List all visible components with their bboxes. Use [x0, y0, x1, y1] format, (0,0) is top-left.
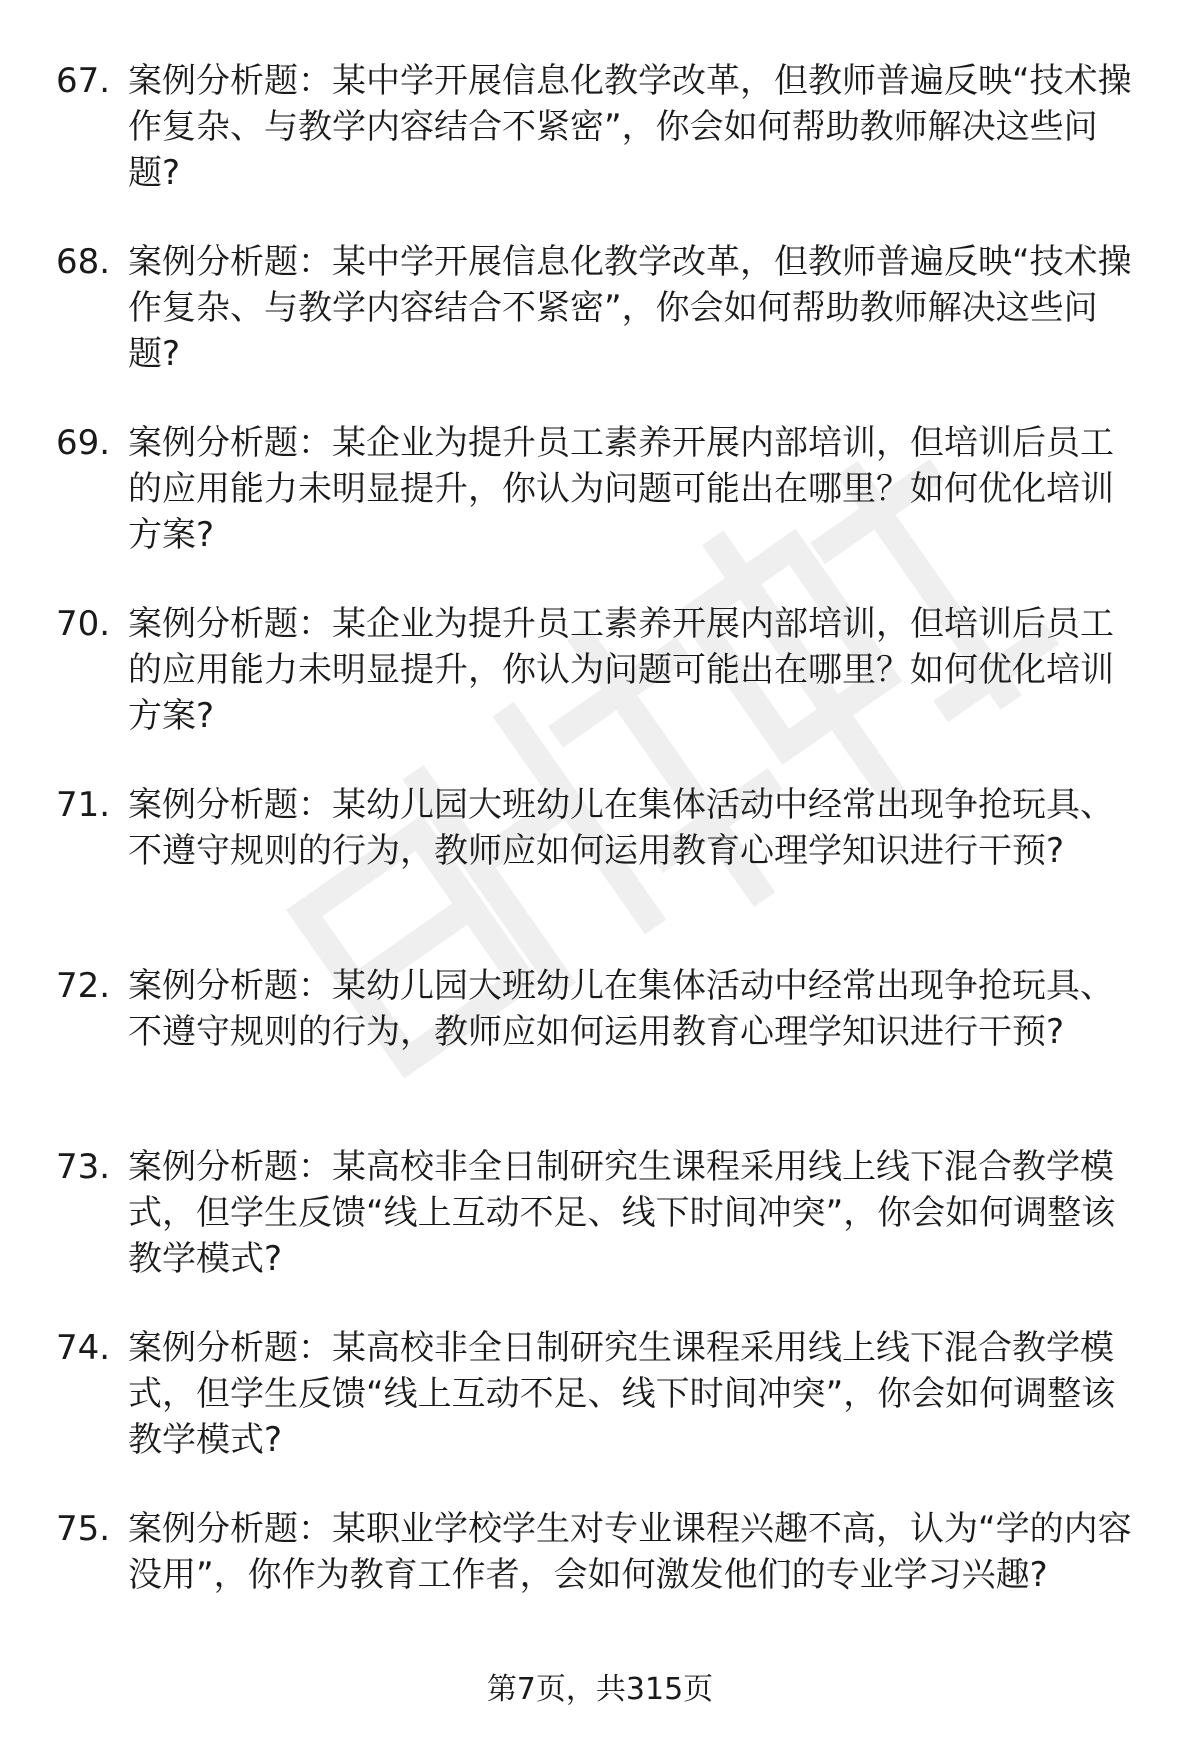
question-text: 案例分析题：某企业为提升员工素养开展内部培训，但培训后员工的应用能力未明显提升，你认为问题可能出在哪里？如何优化培训方案? — [128, 423, 1114, 555]
question-number: 70. — [56, 604, 111, 644]
question-text: 案例分析题：某高校非全日制研究生课程采用线上线下混合教学模式，但学生反馈“线上互动不足、线下时间冲突”，你会如何调整该教学模式? — [128, 1147, 1116, 1279]
question-item — [0, 420, 1200, 601]
question-item — [0, 963, 1200, 1144]
question-number: 71. — [56, 785, 111, 825]
question-item — [0, 239, 1200, 420]
question-list-container — [0, 58, 1200, 1687]
question-item — [0, 1325, 1200, 1506]
question-number: 68. — [56, 242, 111, 282]
question-text: 案例分析题：某中学开展信息化教学改革，但教师普遍反映“技术操作复杂、与教学内容结合不紧密”，你会如何帮助教师解决这些问题? — [128, 242, 1132, 374]
question-item — [0, 1506, 1200, 1687]
question-text: 案例分析题：某幼儿园大班幼儿在集体活动中经常出现争抢玩具、不遵守规则的行为，教师应如何运用教育心理学知识进行干预? — [128, 785, 1114, 871]
question-item — [0, 601, 1200, 782]
question-item — [0, 58, 1200, 239]
question-list — [0, 58, 1200, 1687]
question-number: 73. — [56, 1147, 111, 1187]
page-number-label: 第7页，共315页 — [486, 1672, 714, 1707]
question-text: 案例分析题：某企业为提升员工素养开展内部培训，但培训后员工的应用能力未明显提升，你认为问题可能出在哪里？如何优化培训方案? — [128, 604, 1114, 736]
question-text: 案例分析题：某职业学校学生对专业课程兴趣不高，认为“学的内容没用”，你作为教育工作者，会如何激发他们的专业学习兴趣? — [128, 1509, 1132, 1595]
question-number: 67. — [56, 61, 111, 101]
question-text: 案例分析题：某高校非全日制研究生课程采用线上线下混合教学模式，但学生反馈“线上互动不足、线下时间冲突”，你会如何调整该教学模式? — [128, 1328, 1116, 1460]
question-item — [0, 782, 1200, 963]
question-number: 75. — [56, 1509, 111, 1549]
question-item — [0, 1144, 1200, 1325]
question-number: 74. — [56, 1328, 111, 1368]
question-number: 69. — [56, 423, 111, 463]
question-text: 案例分析题：某幼儿园大班幼儿在集体活动中经常出现争抢玩具、不遵守规则的行为，教师应如何运用教育心理学知识进行干预? — [128, 966, 1114, 1052]
question-number: 72. — [56, 966, 111, 1006]
page-footer — [0, 1670, 1200, 1710]
question-text: 案例分析题：某中学开展信息化教学改革，但教师普遍反映“技术操作复杂、与教学内容结合不紧密”，你会如何帮助教师解决这些问题? — [128, 61, 1132, 193]
